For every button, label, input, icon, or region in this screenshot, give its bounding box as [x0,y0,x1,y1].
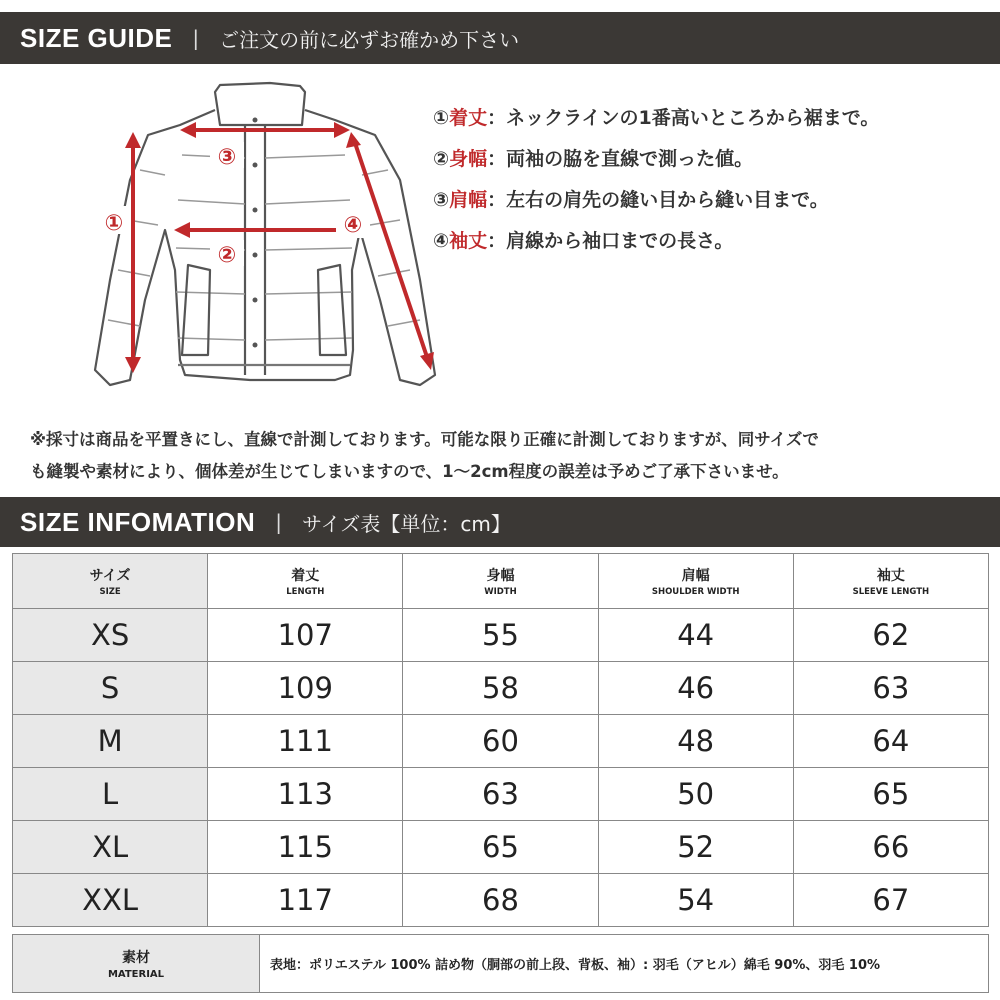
width-cell: 65 [403,821,598,874]
length-cell: 115 [208,821,403,874]
sleeve-cell: 63 [793,662,988,715]
sleeve-cell: 64 [793,715,988,768]
material-value: 表地：ポリエステル 100% 詰め物（胴部の前上段、背板、袖）: 羽毛（アヒル）綿毛 90%、羽毛 10% [260,935,989,993]
guide-number: ① [433,107,450,129]
table-header-row [13,554,989,609]
diagram-label-1: ① [104,211,124,236]
column-header-width [403,554,598,609]
guide-description: ：肩線から袖口までの長さ。 [487,230,734,252]
table-row [13,715,989,768]
table-row [13,662,989,715]
size-information-title: SIZE INFOMATION [20,506,256,537]
material-label-en: MATERIAL [107,969,165,980]
length-cell: 107 [208,609,403,662]
sleeve-cell: 66 [793,821,988,874]
column-header-jp: 着丈 [291,568,320,584]
column-header-en: SLEEVE LENGTH [852,587,930,597]
size-cell: XS [13,609,208,662]
size-cell: S [13,662,208,715]
size-information-header [0,497,1000,547]
width-cell: 63 [403,768,598,821]
column-header-size [13,554,208,609]
diagram-label-4: ④ [343,213,363,238]
column-header-jp: サイズ [89,568,131,584]
diagram-label-2: ② [217,243,237,268]
guide-item-width [433,141,993,182]
size-guide-title: SIZE GUIDE [20,22,173,53]
guide-term: 袖丈 [449,230,488,252]
measurement-guide [433,100,993,264]
material-table [12,934,989,993]
guide-number: ③ [433,189,450,211]
guide-item-sleeve [433,223,993,264]
size-information-subtitle: サイズ表【単位：cm】 [301,511,511,536]
sleeve-cell: 67 [793,874,988,927]
shoulder-cell: 54 [598,874,793,927]
width-cell: 68 [403,874,598,927]
column-header-length [208,554,403,609]
header-separator: | [192,26,200,50]
table-row [13,768,989,821]
sleeve-cell: 62 [793,609,988,662]
size-cell: XXL [13,874,208,927]
guide-term: 肩幅 [449,189,488,211]
shoulder-cell: 48 [598,715,793,768]
length-cell: 113 [208,768,403,821]
material-label-jp: 素材 [122,950,150,966]
column-header-jp: 身幅 [486,568,515,584]
material-label [13,935,260,993]
length-cell: 117 [208,874,403,927]
guide-number: ④ [433,230,450,252]
header-separator: | [275,510,282,534]
length-cell: 109 [208,662,403,715]
material-row [13,935,989,993]
guide-term: 身幅 [449,148,488,170]
column-header-jp: 肩幅 [681,568,710,584]
diagram-label-3: ③ [217,145,237,170]
size-cell: L [13,768,208,821]
note-line-2: も縫製や素材により、個体差が生じてしまいますので、1〜2cm程度の誤差は予めご了承下さいませ。 [30,462,789,481]
shoulder-cell: 50 [598,768,793,821]
column-header-en: SIZE [99,587,121,597]
guide-description: ：左右の肩先の縫い目から縫い目まで。 [487,189,829,211]
shoulder-cell: 52 [598,821,793,874]
guide-number: ② [433,148,450,170]
size-table [12,553,989,927]
column-header-sleeve [793,554,988,609]
width-cell: 55 [403,609,598,662]
width-cell: 60 [403,715,598,768]
note-line-1: ※採寸は商品を平置きにし、直線で計測しております。可能な限り正確に計測しておりますが、同サイズで [30,430,819,449]
column-header-en: LENGTH [286,587,325,597]
table-row [13,874,989,927]
guide-description: ：両袖の脇を直線で測った値。 [487,148,754,170]
width-cell: 58 [403,662,598,715]
measurement-note [30,424,990,488]
size-cell: XL [13,821,208,874]
guide-term: 着丈 [449,107,488,129]
column-header-jp: 袖丈 [876,568,905,584]
size-guide-header [0,12,1000,64]
column-header-en: WIDTH [484,587,517,597]
column-header-en: SHOULDER WIDTH [651,587,740,597]
shoulder-cell: 46 [598,662,793,715]
jacket-diagram [70,80,440,400]
guide-item-length [433,100,993,141]
shoulder-cell: 44 [598,609,793,662]
table-row [13,821,989,874]
sleeve-cell: 65 [793,768,988,821]
guide-item-shoulder [433,182,993,223]
size-cell: M [13,715,208,768]
length-cell: 111 [208,715,403,768]
table-row [13,609,989,662]
column-header-shoulder [598,554,793,609]
size-guide-subtitle: ご注文の前に必ずお確かめ下さい [219,27,520,52]
guide-description: ：ネックラインの1番高いところから裾まで。 [487,107,880,129]
